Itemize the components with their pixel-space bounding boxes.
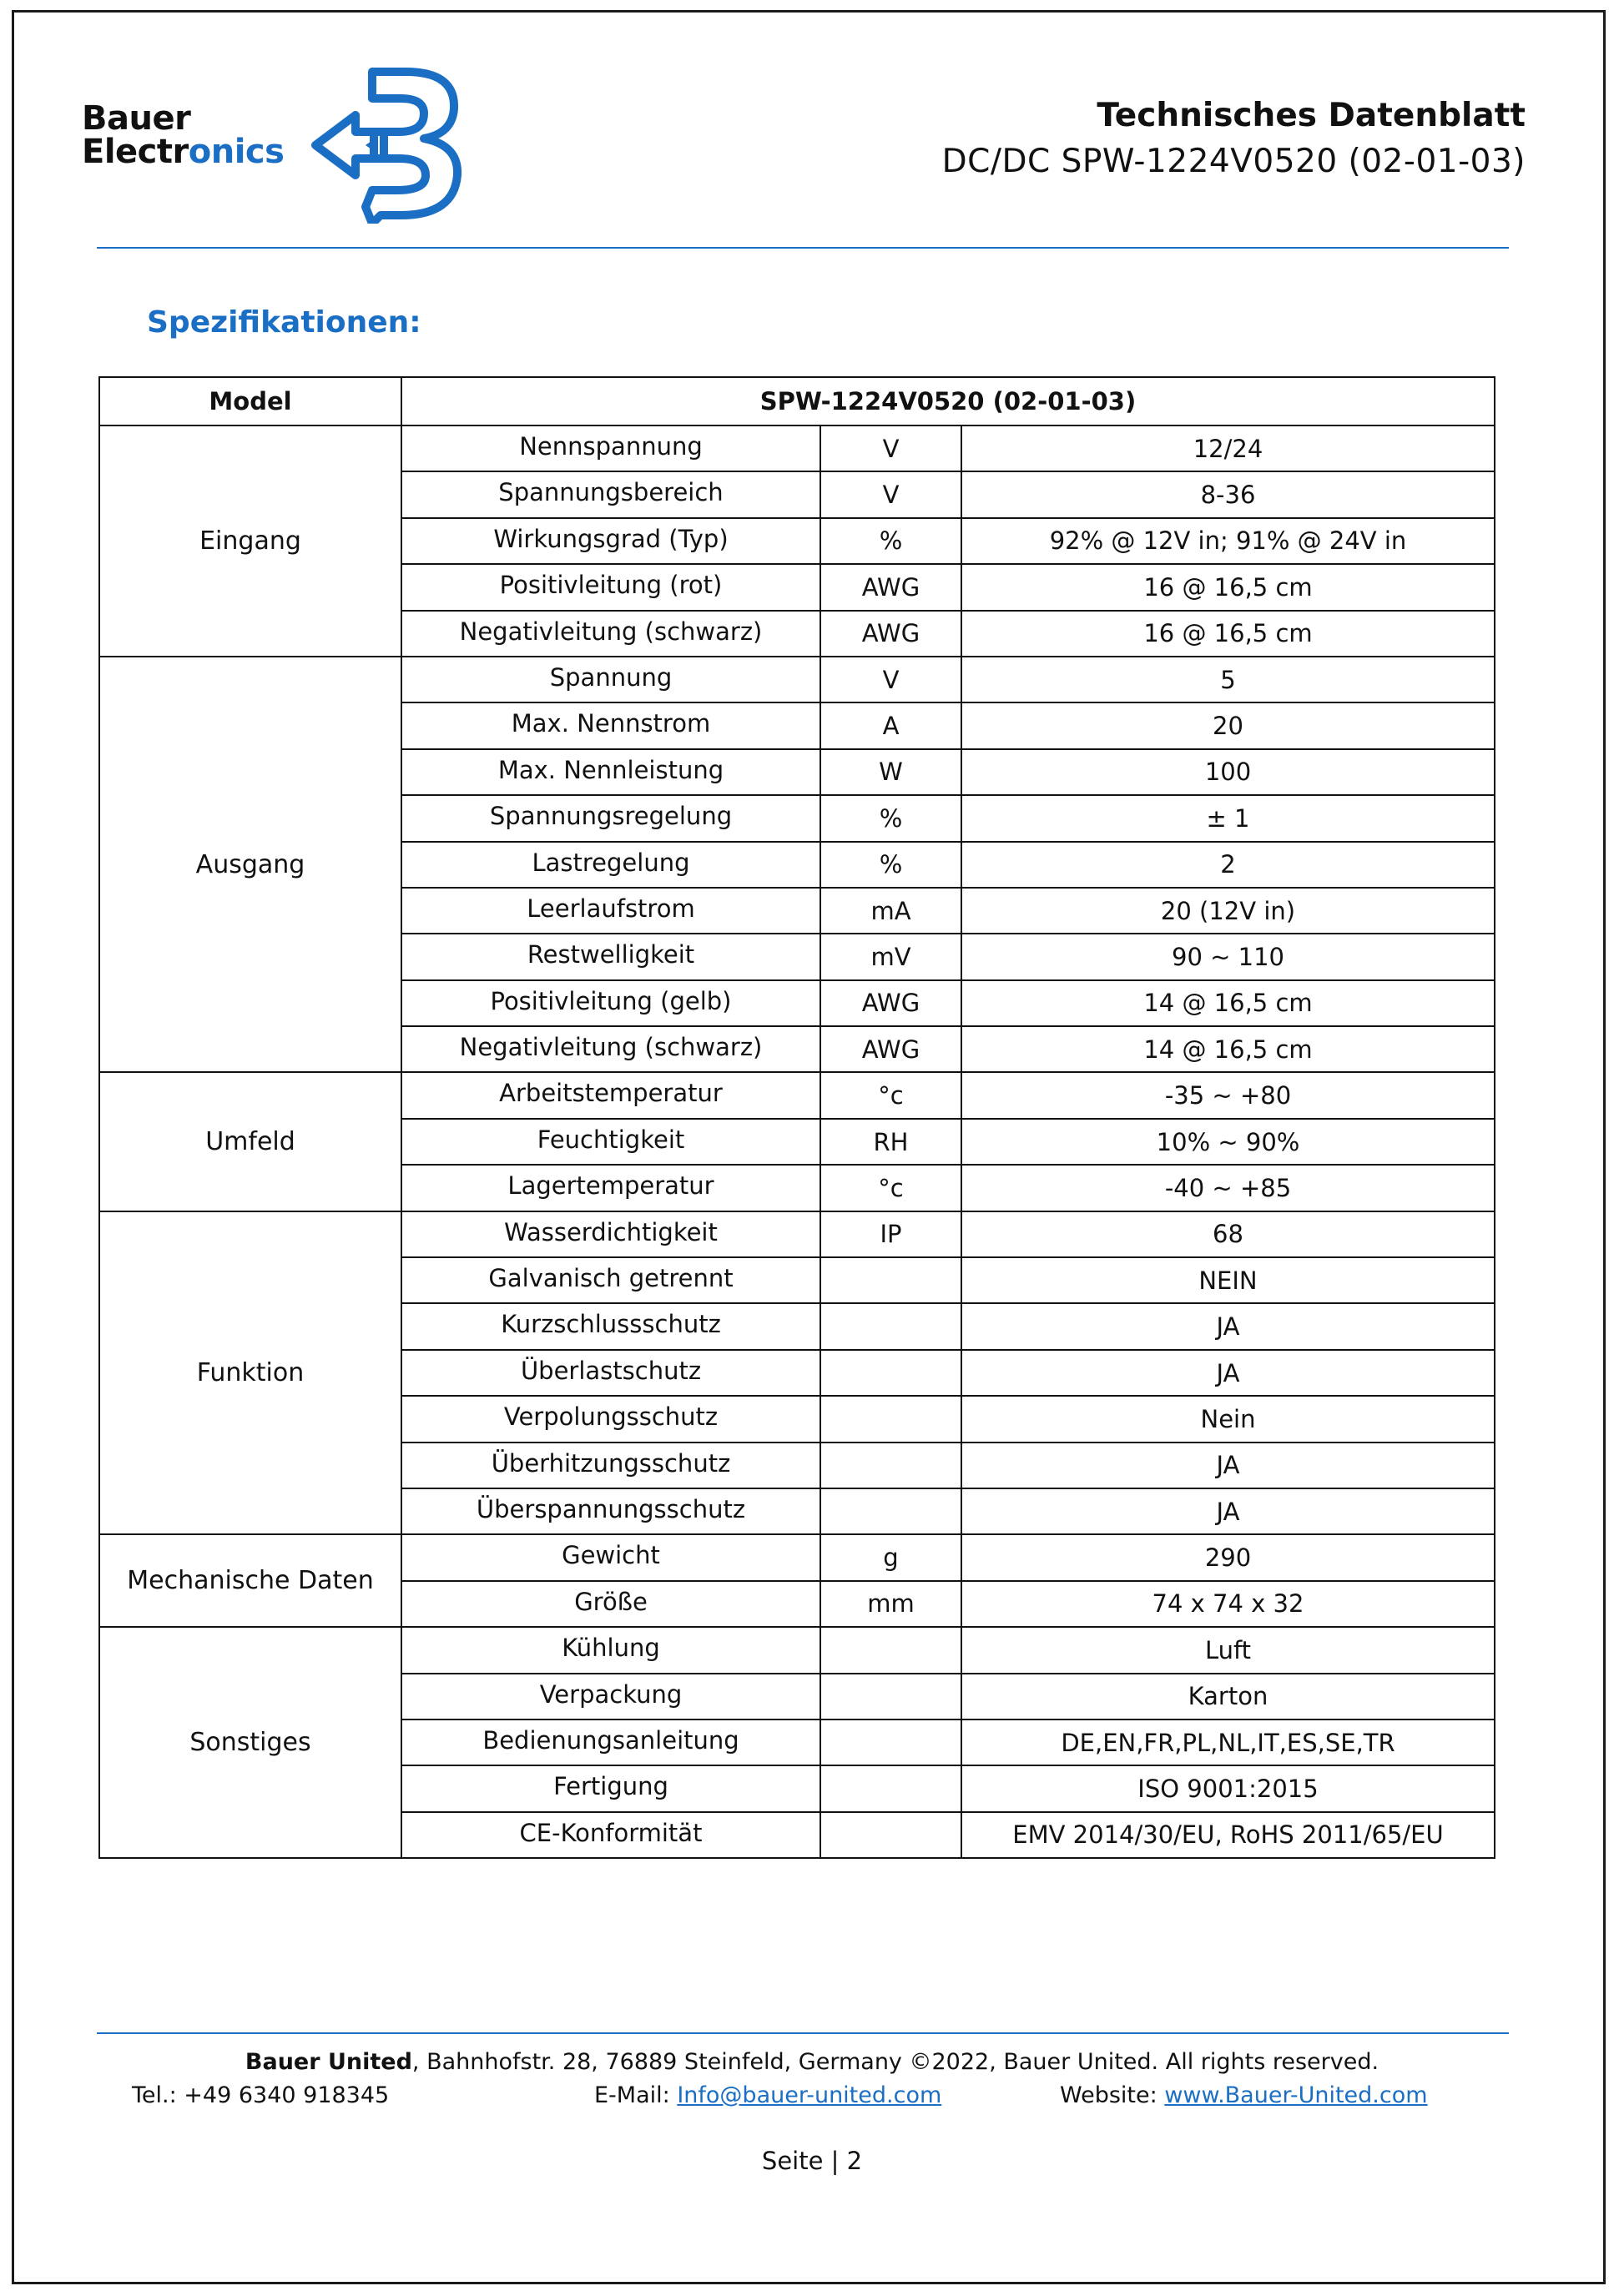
param-cell: Verpackung [401,1674,820,1719]
unit-cell: % [820,795,961,841]
param-cell: Bedienungsanleitung [401,1719,820,1765]
value-cell: -40 ~ +85 [961,1165,1495,1211]
value-cell: 10% ~ 90% [961,1119,1495,1165]
unit-cell [820,1719,961,1765]
value-cell: -35 ~ +80 [961,1072,1495,1118]
table-row [99,1627,1495,1673]
unit-cell: V [820,471,961,517]
email-link[interactable]: Info@bauer-united.com [677,2082,942,2108]
unit-cell [820,1627,961,1673]
unit-cell: IP [820,1211,961,1257]
param-cell: Max. Nennleistung [401,749,820,795]
unit-cell [820,1396,961,1442]
param-cell: Feuchtigkeit [401,1119,820,1165]
unit-cell [820,1674,961,1719]
unit-cell [820,1488,961,1534]
value-cell: JA [961,1303,1495,1349]
table-row [99,1534,1495,1580]
unit-cell: mm [820,1581,961,1627]
footer-company: Bauer United [245,2049,412,2075]
footer-email: E-Mail: Info@bauer-united.com [594,2082,942,2108]
unit-cell: mV [820,934,961,979]
param-cell: Kühlung [401,1627,820,1673]
document-subtitle: DC/DC SPW-1224V0520 (02-01-03) [941,143,1526,180]
value-cell: 16 @ 16,5 cm [961,564,1495,610]
spec-table-body [99,425,1495,1858]
value-cell: EMV 2014/30/EU, RoHS 2011/65/EU [961,1812,1495,1858]
unit-cell [820,1350,961,1396]
footer-divider [97,2032,1509,2034]
value-cell: 8-36 [961,471,1495,517]
param-cell: Positivleitung (gelb) [401,980,820,1026]
param-cell: Restwelligkeit [401,934,820,979]
param-cell: CE-Konformität [401,1812,820,1858]
unit-cell [820,1303,961,1349]
unit-cell: AWG [820,611,961,657]
value-cell: 92% @ 12V in; 91% @ 24V in [961,518,1495,564]
param-cell: Spannungsregelung [401,795,820,841]
param-cell: Negativleitung (schwarz) [401,611,820,657]
param-cell: Max. Nennstrom [401,702,820,748]
unit-cell: °c [820,1072,961,1118]
website-link[interactable]: www.Bauer-United.com [1164,2082,1428,2108]
param-cell: Überlastschutz [401,1350,820,1396]
logo-line-2: Electronics [82,133,285,171]
page-number: Seite | 2 [761,2147,863,2175]
param-cell: Positivleitung (rot) [401,564,820,610]
unit-cell: A [820,702,961,748]
param-cell: Arbeitstemperatur [401,1072,820,1118]
header-model-value: SPW-1224V0520 (02-01-03) [401,377,1495,425]
param-cell: Nennspannung [401,425,820,471]
footer-address [0,2049,1624,2075]
value-cell: 290 [961,1534,1495,1580]
param-cell: Größe [401,1581,820,1627]
param-cell: Fertigung [401,1765,820,1811]
unit-cell: mA [820,888,961,934]
value-cell: NEIN [961,1257,1495,1303]
unit-cell [820,1812,961,1858]
unit-cell: °c [820,1165,961,1211]
value-cell: 74 x 74 x 32 [961,1581,1495,1627]
param-cell: Lastregelung [401,842,820,888]
value-cell: 2 [961,842,1495,888]
unit-cell [820,1443,961,1488]
param-cell: Spannung [401,657,820,702]
param-cell: Wirkungsgrad (Typ) [401,518,820,564]
unit-cell: % [820,518,961,564]
value-cell: 68 [961,1211,1495,1257]
footer-address-text: , Bahnhofstr. 28, 76889 Steinfeld, Germany ©2022, Bauer United. All rights reserved. [411,2049,1379,2075]
category-cell: Sonstiges [99,1627,401,1858]
category-cell: Umfeld [99,1072,401,1211]
param-cell: Überspannungsschutz [401,1488,820,1534]
value-cell: Luft [961,1627,1495,1673]
footer-website: Website: www.Bauer-United.com [1060,2082,1428,2108]
unit-cell: W [820,749,961,795]
value-cell: DE,EN,FR,PL,NL,IT,ES,SE,TR [961,1719,1495,1765]
unit-cell: g [820,1534,961,1580]
header-divider [97,247,1509,249]
spec-table [98,376,1495,1859]
value-cell: JA [961,1488,1495,1534]
param-cell: Wasserdichtigkeit [401,1211,820,1257]
value-cell: JA [961,1443,1495,1488]
value-cell: 20 (12V in) [961,888,1495,934]
param-cell: Leerlaufstrom [401,888,820,934]
value-cell: 5 [961,657,1495,702]
category-cell: Eingang [99,425,401,657]
table-row [99,1072,1495,1118]
category-cell: Funktion [99,1211,401,1535]
value-cell: ± 1 [961,795,1495,841]
footer-phone: Tel.: +49 6340 918345 [132,2082,390,2108]
param-cell: Spannungsbereich [401,471,820,517]
param-cell: Überhitzungsschutz [401,1443,820,1488]
value-cell: 12/24 [961,425,1495,471]
value-cell: 20 [961,702,1495,748]
value-cell: Karton [961,1674,1495,1719]
unit-cell: RH [820,1119,961,1165]
value-cell: 14 @ 16,5 cm [961,980,1495,1026]
unit-cell: AWG [820,1026,961,1072]
logo-wordmark [82,99,285,171]
unit-cell: V [820,657,961,702]
table-row [99,657,1495,702]
unit-cell [820,1765,961,1811]
unit-cell: AWG [820,564,961,610]
param-cell: Negativleitung (schwarz) [401,1026,820,1072]
param-cell: Verpolungsschutz [401,1396,820,1442]
table-row [99,1211,1495,1257]
value-cell: JA [961,1350,1495,1396]
unit-cell: V [820,425,961,471]
value-cell: ISO 9001:2015 [961,1765,1495,1811]
param-cell: Gewicht [401,1534,820,1580]
table-row [99,425,1495,471]
value-cell: Nein [961,1396,1495,1442]
value-cell: 14 @ 16,5 cm [961,1026,1495,1072]
document-title-block [942,95,1526,187]
value-cell: 16 @ 16,5 cm [961,611,1495,657]
param-cell: Lagertemperatur [401,1165,820,1211]
unit-cell: AWG [820,980,961,1026]
header-model: Model [99,377,401,425]
unit-cell [820,1257,961,1303]
logo-b-arrow-icon [307,65,466,224]
logo-line-1: Bauer [82,99,191,138]
category-cell: Ausgang [99,657,401,1073]
param-cell: Kurzschlussschutz [401,1303,820,1349]
value-cell: 100 [961,749,1495,795]
category-cell: Mechanische Daten [99,1534,401,1627]
unit-cell: % [820,842,961,888]
document-title: Technisches Datenblatt [1097,97,1526,134]
param-cell: Galvanisch getrennt [401,1257,820,1303]
table-header-row [99,377,1495,425]
company-logo [82,65,466,232]
value-cell: 90 ~ 110 [961,934,1495,979]
section-heading: Spezifikationen: [147,305,421,340]
